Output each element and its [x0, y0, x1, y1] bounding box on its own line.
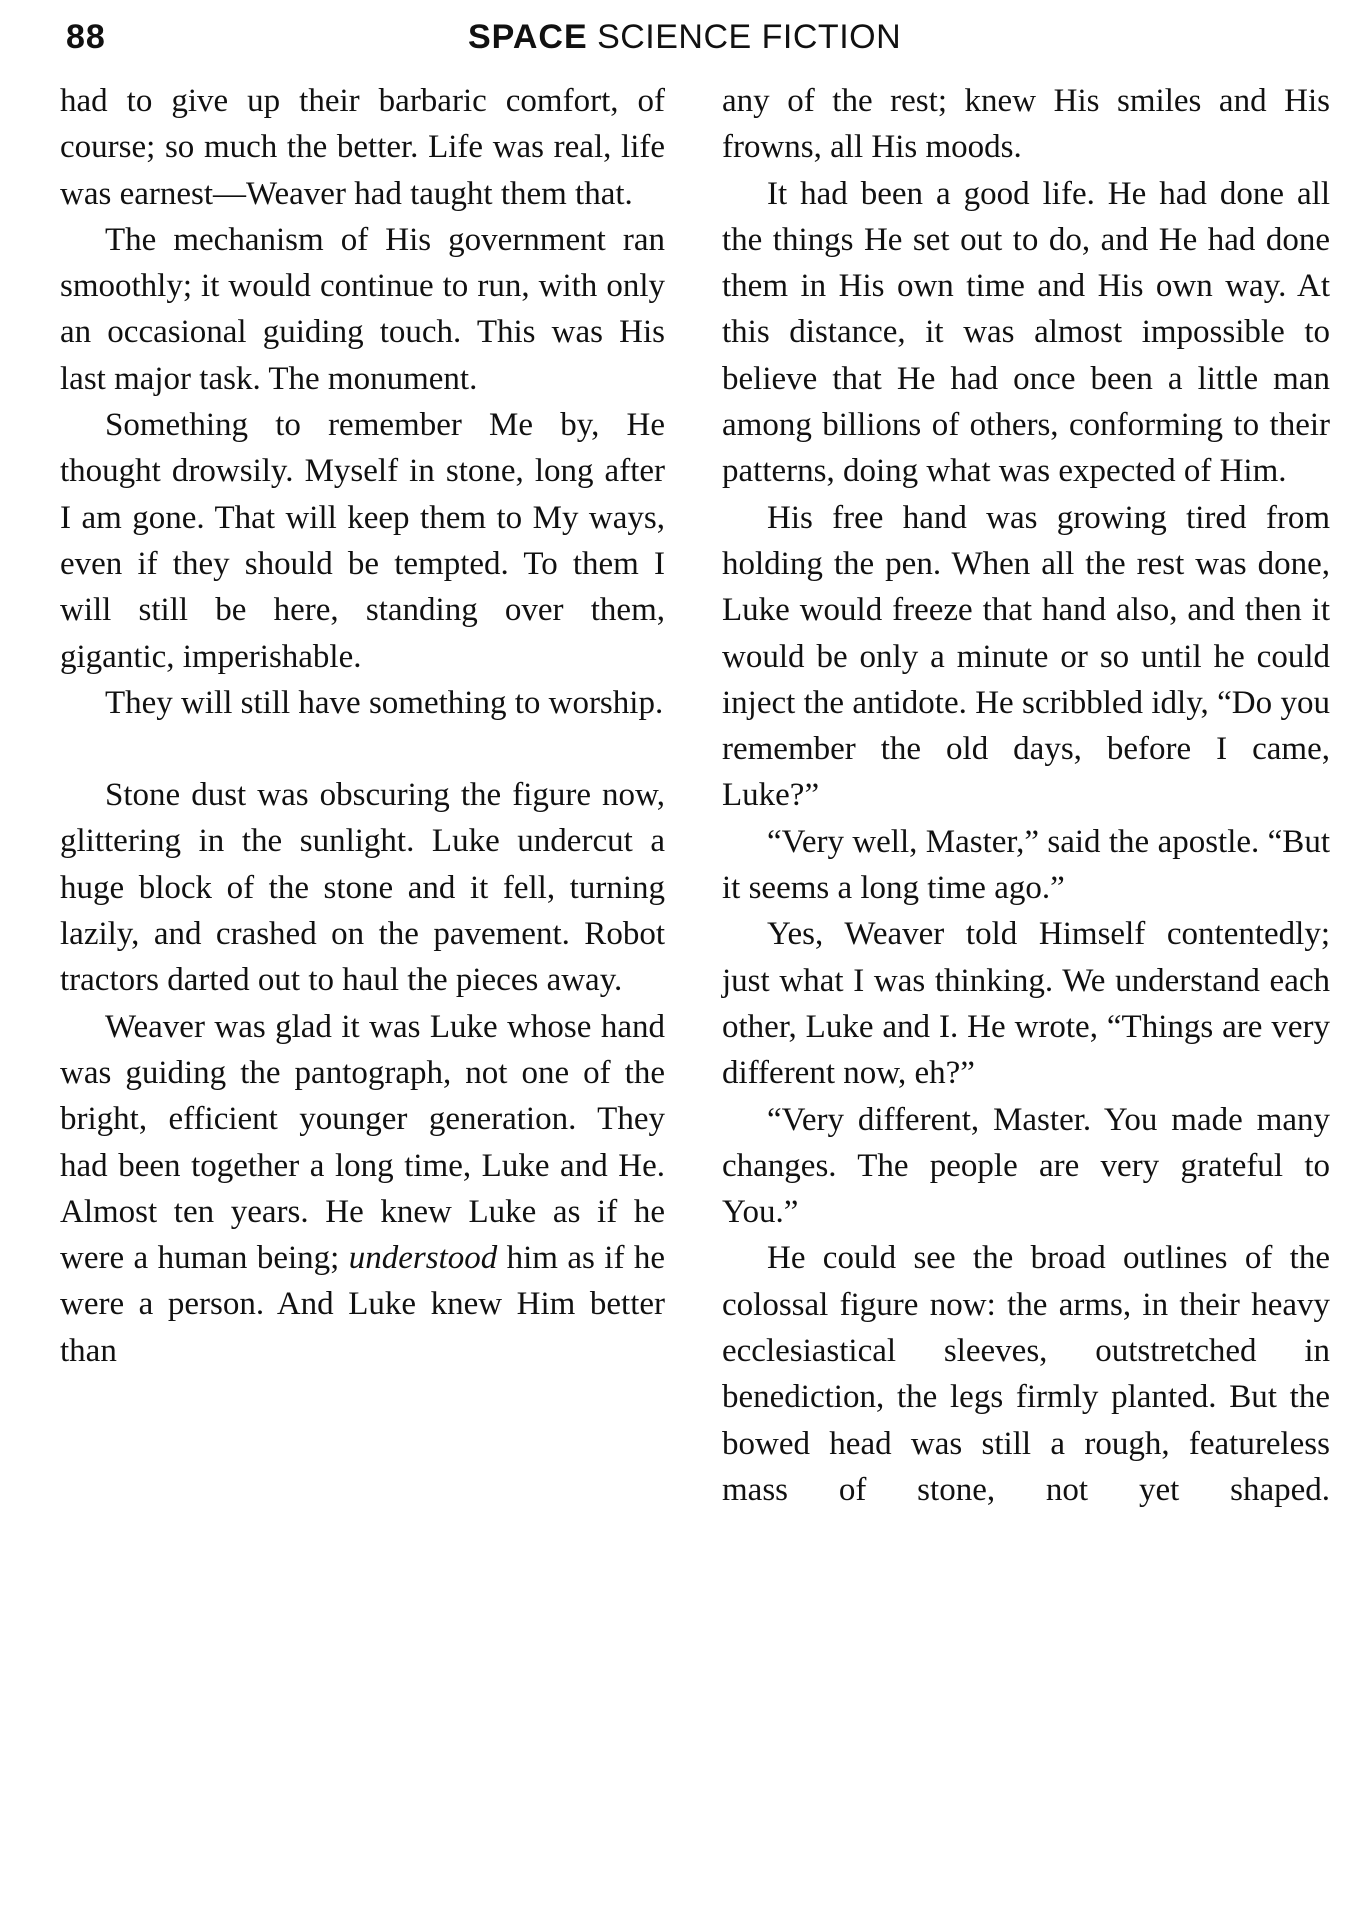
- italic-word: understood: [348, 1240, 498, 1277]
- paragraph: “Very different, Master. You made many changes. The people are very grateful to You.”: [722, 1101, 1330, 1231]
- paragraph: Something to remember Me by, He thought drowsily. Myself in stone, long after I am gone. That will keep them to My ways, even if they should be tempted. To them I will still be here, standing over them, gigantic, imperishable.: [60, 407, 665, 675]
- paragraph: “Very well, Master,” said the apostle. “But it seems a long time ago.”: [722, 823, 1330, 907]
- paragraph: [60, 1004, 665, 1374]
- paragraph: The mechanism of His government ran smoothly; it would continue to run, with only an occasional guiding touch. This was His last major task. The monument.: [60, 221, 665, 397]
- paragraph: He could see the broad outlines of the colossal figure now: the arms, in their heavy ecclesiastical sleeves, outstretched in benediction, the legs firmly planted. But the bowed head was still a rough, featureless mass of stone, not yet shaped.: [722, 1240, 1330, 1508]
- paragraph-text: him as if he were a person. And Luke knew Him better than: [60, 1240, 665, 1369]
- running-head: [468, 18, 901, 57]
- paragraph: any of the rest; knew His smiles and His frowns, all His moods.: [722, 83, 1330, 166]
- right-column: [722, 78, 1330, 1513]
- paragraph: Yes, Weaver told Himself contentedly; just what I was thinking. We understand each other, Luke and I. He wrote, “Things are very different now, eh?”: [722, 916, 1330, 1092]
- paragraph: Stone dust was obscuring the figure now, glittering in the sunlight. Luke undercut a huge block of the stone and it fell, turning lazily, and crashed on the pavement. Robot tractors darted out to haul the pieces away.: [60, 777, 665, 999]
- paragraph: They will still have something to worship.: [105, 684, 664, 721]
- page-number: 88: [66, 18, 106, 56]
- paragraph: His free hand was growing tired from holding the pen. When all the rest was done, Luke would freeze that hand also, and then it would be only a minute or so until he could inject the antidote. He scribbled idly, “Do you remember the old days, before I came, Luke?”: [722, 499, 1330, 814]
- left-column: [60, 78, 665, 1374]
- paragraph: had to give up their barbaric comfort, of course; so much the better. Life was real, life was earnest—Weaver had taught them that.: [60, 83, 665, 212]
- paragraph: It had been a good life. He had done all the things He set out to do, and He had done them in His own time and His own way. At this distance, it was almost impossible to believe that He had once been a little man among billions of others, conforming to their patterns, doing what was expected of Him.: [722, 175, 1330, 490]
- paragraph-text: Weaver was glad it was Luke whose hand was guiding the pantograph, not one of the bright, efficient younger generation. They had been together a long time, Luke and He. Almost ten years. He knew Luke as if he were a human being;: [60, 1008, 665, 1277]
- page-header: [58, 10, 1348, 70]
- magazine-title-bold: SPACE: [468, 18, 588, 56]
- section-break: [60, 726, 665, 772]
- magazine-title-rest: SCIENCE FICTION: [597, 18, 902, 56]
